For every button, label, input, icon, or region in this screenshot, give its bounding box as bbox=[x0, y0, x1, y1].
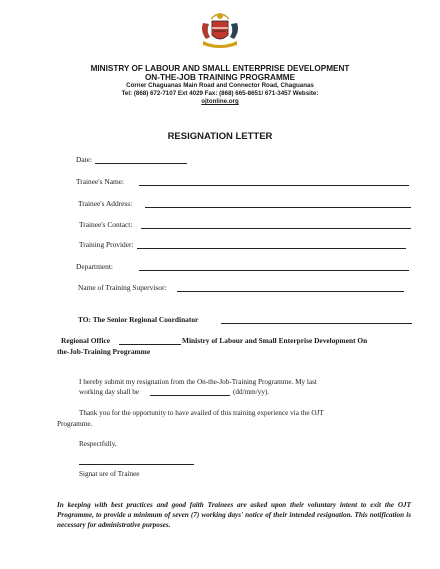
supervisor-label: Name of Training Supervisor: bbox=[78, 283, 167, 292]
administrative-notice: In keeping with best practices and good faith Trainees are asked upon their voluntary intent to exit the OJT Programme, to provide a minimum of seven (7) working days' notice of their intended resignation. This notification is necessary for administrative purposes. bbox=[57, 501, 411, 529]
closing-text: Respectfully, bbox=[79, 440, 117, 448]
training-provider-label: Training Provider: bbox=[79, 240, 134, 249]
trainee-contact-field[interactable] bbox=[141, 228, 411, 229]
document-title: RESIGNATION LETTER bbox=[167, 131, 273, 142]
date-field[interactable] bbox=[95, 163, 187, 164]
last-day-field[interactable] bbox=[150, 395, 230, 396]
ministry-heading: MINISTRY OF LABOUR AND SMALL ENTERPRISE DEVELOPMENT bbox=[90, 64, 350, 73]
website-link[interactable]: ojtonline.org bbox=[201, 98, 239, 105]
contact-line: Tel: (868) 672-7107 Ext 4029 Fax: (868) 665-8651/ 671-3457 Website: bbox=[121, 90, 319, 97]
thank-you-text: Thank you for the opportunity to have availed of this training experience via the OJT bbox=[79, 409, 324, 417]
last-day-label: working day shall be bbox=[79, 388, 140, 396]
department-field[interactable] bbox=[139, 270, 409, 271]
trainee-address-field[interactable] bbox=[145, 207, 411, 208]
thank-you-text-end: Programme. bbox=[57, 420, 93, 428]
regional-office-ministry: Ministry of Labour and Small Enterprise Development On bbox=[182, 336, 368, 345]
coat-of-arms-emblem bbox=[197, 11, 243, 51]
resignation-statement: I hereby submit my resignation from the On-the-Job-Training Programme. My last bbox=[79, 378, 317, 386]
regional-office-field[interactable] bbox=[119, 344, 181, 345]
supervisor-field[interactable] bbox=[177, 291, 404, 292]
recipient-field[interactable] bbox=[221, 323, 412, 324]
date-format-hint: (dd/mm/yy). bbox=[233, 388, 270, 396]
signature-field[interactable] bbox=[79, 464, 194, 465]
date-label: Date: bbox=[76, 155, 93, 164]
training-provider-field[interactable] bbox=[137, 248, 406, 249]
signature-label: Signat ure of Trainee bbox=[79, 470, 140, 478]
department-label: Department: bbox=[76, 262, 113, 271]
address-line: Corner Chaguanas Main Road and Connector Road, Chaguanas bbox=[126, 82, 314, 89]
regional-office-programme: the-Job-Training Programme bbox=[57, 347, 151, 356]
trainee-name-field[interactable] bbox=[139, 185, 409, 186]
trainee-contact-label: Trainee's Contact: bbox=[79, 220, 133, 229]
programme-heading: ON-THE-JOB TRAINING PROGRAMME bbox=[144, 73, 296, 82]
trainee-address-label: Trainee's Address: bbox=[78, 199, 133, 208]
trainee-name-label: Trainee's Name: bbox=[76, 177, 125, 186]
regional-office-label: Regional Office bbox=[61, 336, 111, 345]
recipient-label: TO: The Senior Regional Coordinator bbox=[78, 315, 199, 324]
